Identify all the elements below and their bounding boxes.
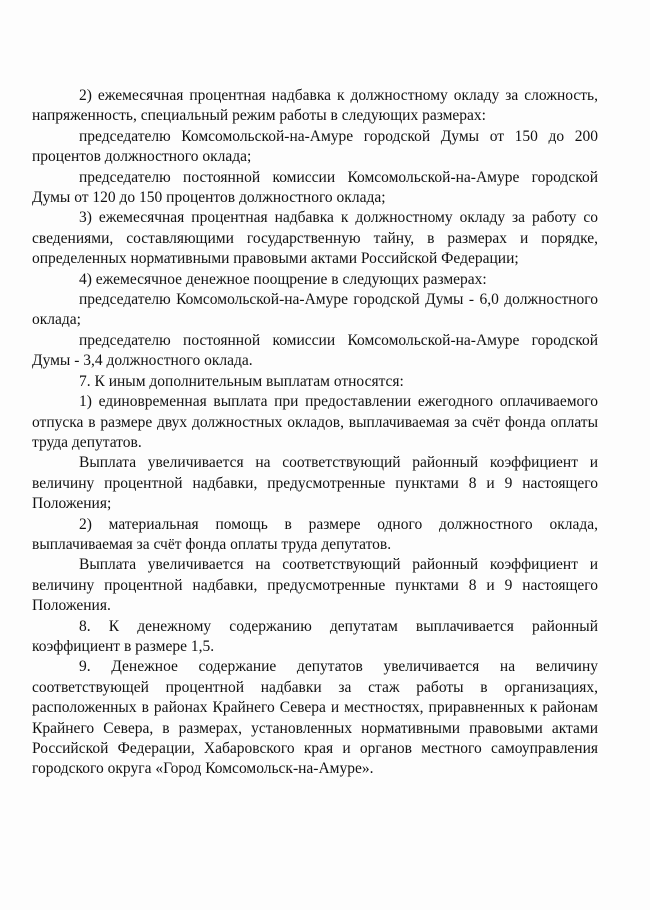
paragraph-other-payments-heading: 7. К иным дополнительным выплатам относятся: <box>79 372 404 390</box>
paragraph-material-aid: 2) материальная помощь в размере одного должностного оклада, выплачиваемая за счёт фонда оплаты труда депутатов. <box>32 515 598 553</box>
paragraph-chairman-duma-bonus: председателю Комсомольской-на-Амуре городской Думы от 150 до 200 процентов должностного оклада; <box>32 127 598 166</box>
paragraph-commission-chairman-bonus: председателю постоянной комиссии Комсомольской-на-Амуре городской Думы от 120 до 150 процентов должностного оклада; <box>32 168 598 207</box>
paragraph-commission-chairman-incentive: председателю постоянной комиссии Комсомольской-на-Амуре городской Думы - 3,4 должностного оклада. <box>32 331 598 370</box>
paragraph-vacation-payment: 1) единовременная выплата при предоставлении ежегодного оплачиваемого отпуска в размере двух должностных окладов, выплачиваемая за счёт фонда оплаты труда депутатов. <box>32 393 598 451</box>
paragraph-state-secret-bonus: 3) ежемесячная процентная надбавка к должностному окладу за работу со сведениями, составляющими государственную тайну, в размерах и порядке, определенных нормативными правовыми актами Российской Федерации; <box>32 209 598 268</box>
paragraph-vacation-payment-increase: Выплата увеличивается на соответствующий районный коэффициент и величину процентной надбавки, предусмотренные пунктами 8 и 9 настоящего Положения; <box>32 454 598 513</box>
paragraph-regional-coefficient: 8. К денежному содержанию депутатам выплачивается районный коэффициент в размере 1,5. <box>32 617 598 655</box>
paragraph-monthly-complexity-bonus: 2) ежемесячная процентная надбавка к должностному окладу за сложность, напряженность, специальный режим работы в следующих размерах: <box>32 87 598 125</box>
document-body <box>32 86 598 780</box>
paragraph-chairman-duma-incentive: председателю Комсомольской-на-Амуре городской Думы - 6,0 должностного оклада; <box>32 291 598 329</box>
paragraph-northern-bonus: 9. Денежное содержание депутатов увеличивается на величину соответствующей процентной надбавки за стаж работы в организациях, расположенных в районах Крайнего Севера и местностях, приравненных к районам Крайнего Севера, в размерах, установленных нормативными правовыми актами Российской Федерации, Хабаровского края и органов местного самоуправления городского округа «Город Комсомольск-на-Амуре». <box>32 658 598 778</box>
paragraph-monthly-incentive: 4) ежемесячное денежное поощрение в следующих размерах: <box>79 270 487 288</box>
paragraph-material-aid-increase: Выплата увеличивается на соответствующий районный коэффициент и величину процентной надбавки, предусмотренные пунктами 8 и 9 настоящего Положения. <box>32 556 598 615</box>
